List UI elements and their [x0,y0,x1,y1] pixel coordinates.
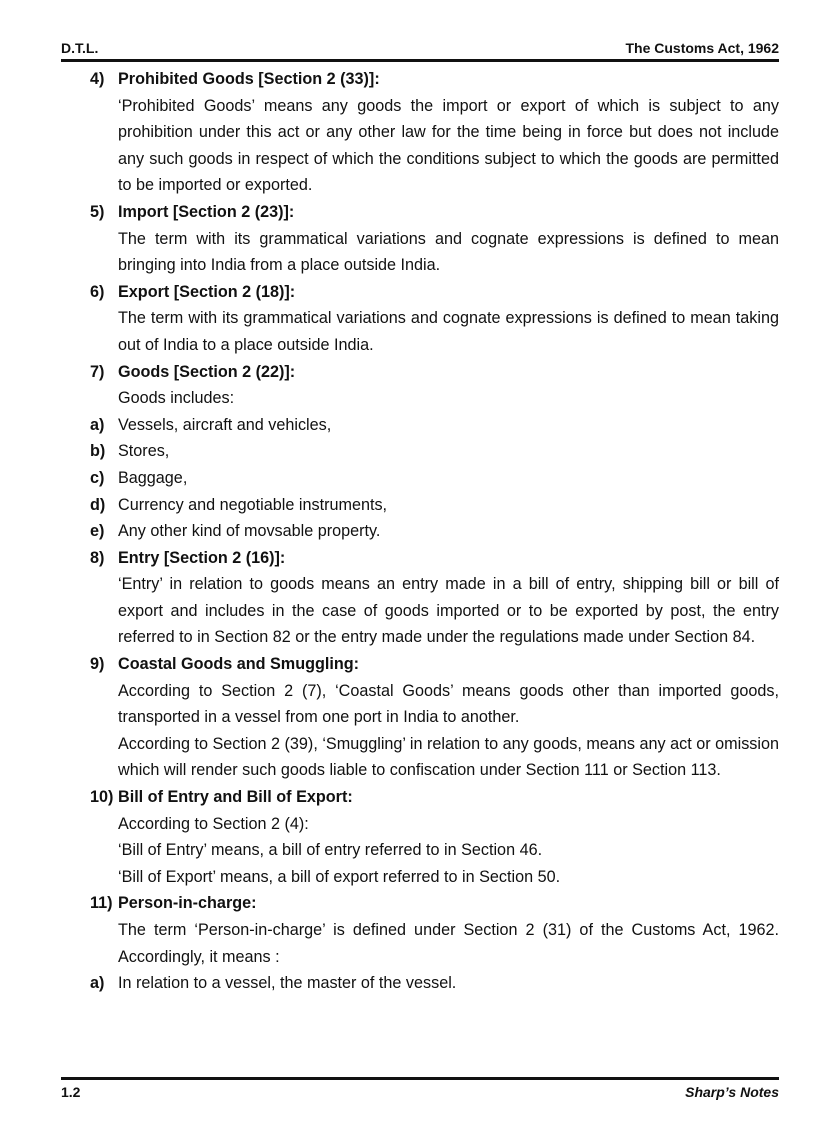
list-item [90,465,779,492]
list-item [90,492,779,519]
page-header [61,38,779,58]
list-item [90,412,779,439]
list-item-text: Stores, [118,442,170,461]
header-title: The Customs Act, 1962 [625,40,779,56]
list-item-text: Currency and negotiable instruments, [118,495,388,514]
section-number: 8) [90,548,105,567]
header-rule [61,59,779,62]
list-item [90,438,779,465]
document-body [90,66,779,997]
section-number: 7) [90,362,105,381]
list-item [90,970,779,997]
list-item-label: c) [90,468,105,487]
section-body: The term with its grammatical variations and cognate expressions is defined to mean bringing into India from a place outside India. [118,229,779,275]
section-heading: Goods [Section 2 (22)]: [118,362,296,381]
section-line: ‘Bill of Entry’ means, a bill of entry referred to in Section 46. [118,841,543,860]
section-heading: Bill of Entry and Bill of Export: [118,788,353,807]
section-heading: Person-in-charge: [118,894,257,913]
section-heading: Entry [Section 2 (16)]: [118,548,286,567]
section-number: 5) [90,202,105,221]
section-export [90,279,779,359]
section-bill-of-entry-export [90,784,779,890]
publisher-name: Sharp’s Notes [685,1084,779,1100]
section-coastal-goods-smuggling [90,651,779,784]
section-number: 9) [90,655,105,674]
section-import [90,199,779,279]
page-footer [61,1084,779,1104]
section-number: 10) [90,788,114,807]
list-item-text: Baggage, [118,468,188,487]
list-item-text: In relation to a vessel, the master of the vessel. [118,974,457,993]
list-item-label: d) [90,495,106,514]
section-number: 11) [90,894,113,913]
section-heading: Export [Section 2 (18)]: [118,282,296,301]
section-body: The term with its grammatical variations and cognate expressions is defined to mean taking out of India to a place outside India. [118,309,779,354]
section-person-in-charge [90,890,779,970]
section-body: ‘Entry’ in relation to goods means an entry made in a bill of entry, shipping bill or bill of export and includes in the case of goods imported or to be exported by post, the entry referred to in Section 82 or the entry made under the regulations made under Section 84. [118,575,779,647]
list-item [90,518,779,545]
section-heading: Coastal Goods and Smuggling: [118,655,360,674]
list-item-text: Any other kind of movsable property. [118,522,381,541]
list-item-label: e) [90,522,105,541]
section-intro: Goods includes: [118,389,235,408]
section-goods [90,359,779,412]
list-item-label: a) [90,415,105,434]
page-number: 1.2 [61,1084,81,1100]
section-body-coastal: According to Section 2 (7), ‘Coastal Goods’ means goods other than imported goods, transported in a vessel from one port in India to another. [118,681,779,727]
section-entry [90,545,779,651]
section-heading: Prohibited Goods [Section 2 (33)]: [118,70,380,88]
list-item-label: b) [90,442,106,461]
list-item-text: Vessels, aircraft and vehicles, [118,415,332,434]
section-body: ‘Prohibited Goods’ means any goods the import or export of which is subject to any prohibition under this act or any other law for the time being in force but does not include any such goods in respect of which the conditions subject to which the goods are permitted to be imported or exported. [118,96,779,195]
section-number: 6) [90,282,105,301]
section-heading: Import [Section 2 (23)]: [118,202,295,221]
header-left-text: D.T.L. [61,40,99,56]
section-body-smuggling: According to Section 2 (39), ‘Smuggling’ in relation to any goods, means any act or omission which will render such goods liable to confiscation under Section 111 or Section 113. [118,734,779,780]
section-prohibited-goods [90,66,779,199]
section-number: 4) [90,70,105,88]
section-line: ‘Bill of Export’ means, a bill of export referred to in Section 50. [118,867,561,886]
footer-rule [61,1077,779,1080]
list-item-label: a) [90,974,105,993]
section-body: The term ‘Person-in-charge’ is defined under Section 2 (31) of the Customs Act, 1962. Accordingly, it means : [118,921,779,966]
section-line: According to Section 2 (4): [118,814,309,833]
